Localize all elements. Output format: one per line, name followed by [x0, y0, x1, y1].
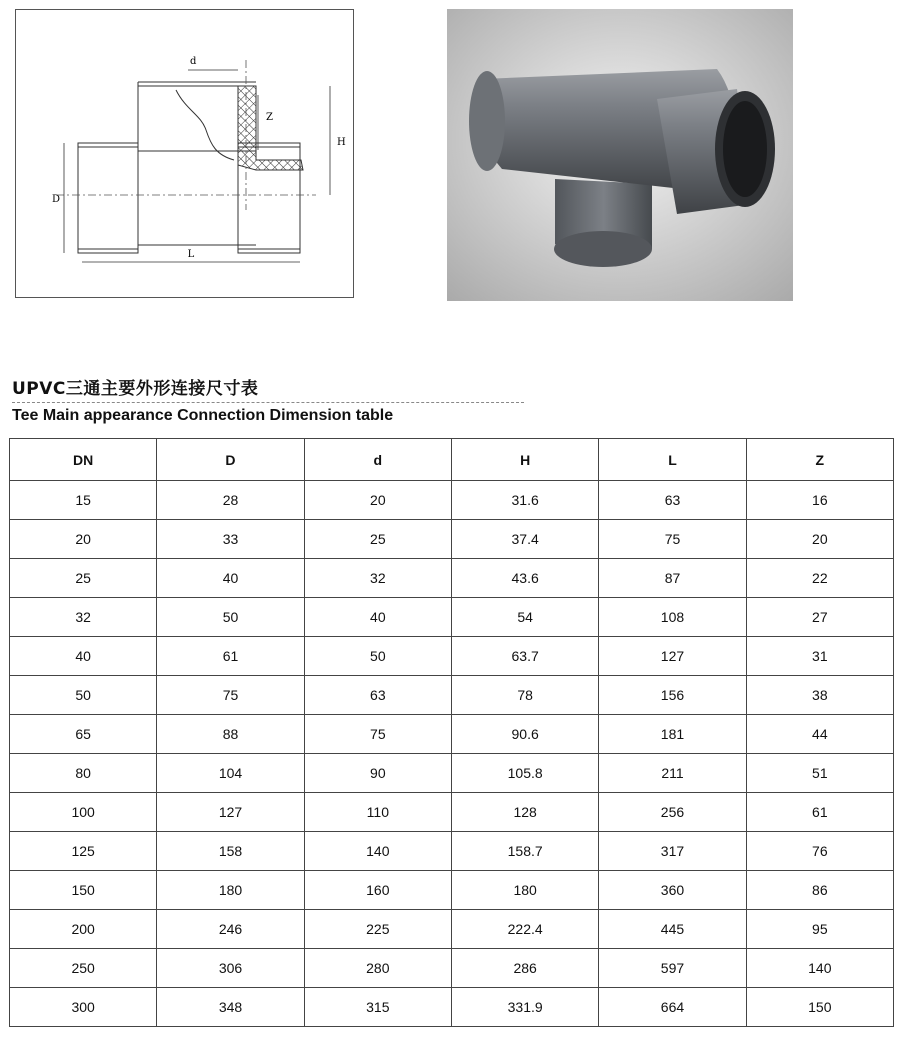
- dim-Z-label: Z: [266, 112, 273, 123]
- table-cell: 180: [451, 871, 598, 910]
- table-cell: 280: [304, 949, 451, 988]
- table-cell: 348: [157, 988, 304, 1027]
- tee-section-drawing: [16, 10, 355, 299]
- dim-L-label: L: [187, 249, 195, 260]
- table-cell: 315: [304, 988, 451, 1027]
- table-cell: 100: [10, 793, 157, 832]
- dimension-table: [9, 438, 894, 1027]
- title-divider: [12, 402, 524, 403]
- table-body: [10, 481, 894, 1027]
- table-cell: 156: [599, 676, 746, 715]
- table-cell: 40: [157, 559, 304, 598]
- header-D: D: [157, 439, 304, 481]
- table-cell: 664: [599, 988, 746, 1027]
- table-cell: 63: [599, 481, 746, 520]
- table-cell: 78: [451, 676, 598, 715]
- table-cell: 158: [157, 832, 304, 871]
- technical-drawing: [15, 9, 354, 298]
- table-cell: 222.4: [451, 910, 598, 949]
- table-cell: 86: [746, 871, 893, 910]
- table-cell: 32: [304, 559, 451, 598]
- table-cell: 20: [304, 481, 451, 520]
- table-cell: 15: [10, 481, 157, 520]
- table-cell: 50: [157, 598, 304, 637]
- table-row: [10, 676, 894, 715]
- table-cell: 150: [746, 988, 893, 1027]
- table-cell: 127: [599, 637, 746, 676]
- table-cell: 65: [10, 715, 157, 754]
- table-cell: 40: [304, 598, 451, 637]
- table-cell: 181: [599, 715, 746, 754]
- table-row: [10, 988, 894, 1027]
- table-cell: 331.9: [451, 988, 598, 1027]
- header-Z: Z: [746, 439, 893, 481]
- table-cell: 160: [304, 871, 451, 910]
- table-cell: 87: [599, 559, 746, 598]
- table-row: [10, 598, 894, 637]
- table-cell: 104: [157, 754, 304, 793]
- header-d: d: [304, 439, 451, 481]
- table-cell: 90.6: [451, 715, 598, 754]
- table-cell: 225: [304, 910, 451, 949]
- table-cell: 300: [10, 988, 157, 1027]
- table-cell: 61: [746, 793, 893, 832]
- table-cell: 95: [746, 910, 893, 949]
- table-cell: 31.6: [451, 481, 598, 520]
- table-row: [10, 871, 894, 910]
- table-cell: 306: [157, 949, 304, 988]
- table-cell: 286: [451, 949, 598, 988]
- table-cell: 33: [157, 520, 304, 559]
- header-L: L: [599, 439, 746, 481]
- table-row: [10, 481, 894, 520]
- table-cell: 127: [157, 793, 304, 832]
- table-cell: 88: [157, 715, 304, 754]
- table-cell: 140: [746, 949, 893, 988]
- table-cell: 211: [599, 754, 746, 793]
- table-cell: 256: [599, 793, 746, 832]
- table-cell: 54: [451, 598, 598, 637]
- table-cell: 40: [10, 637, 157, 676]
- header-H: H: [451, 439, 598, 481]
- table-cell: 110: [304, 793, 451, 832]
- table-cell: 75: [157, 676, 304, 715]
- table-row: [10, 754, 894, 793]
- table-cell: 90: [304, 754, 451, 793]
- table-row: [10, 715, 894, 754]
- table-row: [10, 793, 894, 832]
- table-row: [10, 637, 894, 676]
- table-row: [10, 949, 894, 988]
- table-cell: 31: [746, 637, 893, 676]
- table-cell: 360: [599, 871, 746, 910]
- table-cell: 27: [746, 598, 893, 637]
- table-cell: 76: [746, 832, 893, 871]
- table-row: [10, 910, 894, 949]
- table-cell: 50: [304, 637, 451, 676]
- table-cell: 125: [10, 832, 157, 871]
- table-cell: 80: [10, 754, 157, 793]
- table-cell: 445: [599, 910, 746, 949]
- table-cell: 200: [10, 910, 157, 949]
- table-cell: 105.8: [451, 754, 598, 793]
- table-title-en: Tee Main appearance Connection Dimension table: [12, 407, 394, 424]
- table-header-row: [10, 439, 894, 481]
- table-cell: 16: [746, 481, 893, 520]
- table-cell: 140: [304, 832, 451, 871]
- table-cell: 44: [746, 715, 893, 754]
- table-cell: 63: [304, 676, 451, 715]
- dim-H-label: H: [337, 137, 346, 148]
- table-cell: 246: [157, 910, 304, 949]
- table-row: [10, 832, 894, 871]
- table-cell: 180: [157, 871, 304, 910]
- table-cell: 50: [10, 676, 157, 715]
- tee-photo-icon: [447, 9, 793, 301]
- table-cell: 317: [599, 832, 746, 871]
- table-cell: 128: [451, 793, 598, 832]
- table-title-cn: UPVC三通主要外形连接尺寸表: [12, 379, 259, 399]
- table-row: [10, 520, 894, 559]
- upvc-tee-photo: [447, 9, 793, 301]
- table-cell: 28: [157, 481, 304, 520]
- table-cell: 150: [10, 871, 157, 910]
- table-cell: 22: [746, 559, 893, 598]
- table-cell: 51: [746, 754, 893, 793]
- table-cell: 63.7: [451, 637, 598, 676]
- table-cell: 597: [599, 949, 746, 988]
- dim-d-label: d: [190, 56, 197, 67]
- table-cell: 108: [599, 598, 746, 637]
- table-cell: 43.6: [451, 559, 598, 598]
- table-cell: 32: [10, 598, 157, 637]
- table-cell: 250: [10, 949, 157, 988]
- table-cell: 158.7: [451, 832, 598, 871]
- dim-D-label: D: [51, 194, 60, 205]
- table-cell: 37.4: [451, 520, 598, 559]
- table-cell: 25: [10, 559, 157, 598]
- table-cell: 75: [599, 520, 746, 559]
- table-cell: 20: [746, 520, 893, 559]
- table-cell: 38: [746, 676, 893, 715]
- table-cell: 61: [157, 637, 304, 676]
- header-dn: DN: [10, 439, 157, 481]
- table-cell: 25: [304, 520, 451, 559]
- table-cell: 20: [10, 520, 157, 559]
- table-row: [10, 559, 894, 598]
- table-cell: 75: [304, 715, 451, 754]
